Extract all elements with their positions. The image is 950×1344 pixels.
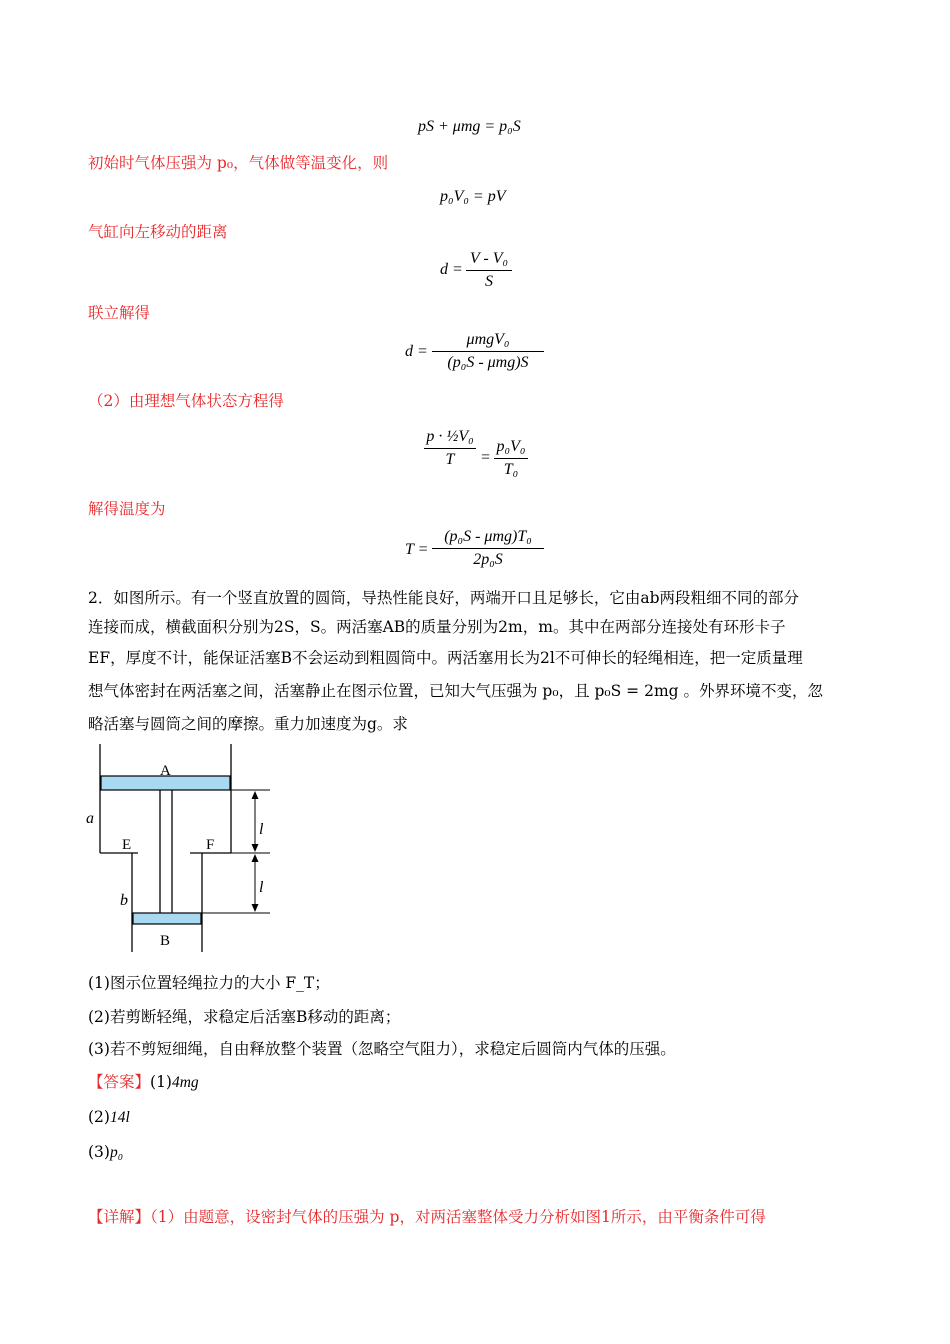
- problem2-line5: 略活塞与圆筒之间的摩擦。重力加速度为g。求: [88, 715, 408, 733]
- label-E: E: [122, 837, 132, 853]
- answer-1-prefix: (1): [150, 1073, 172, 1091]
- arrowhead-icon: [252, 904, 259, 912]
- answer-3-prefix: (3): [88, 1143, 110, 1161]
- fraction-state-left: [424, 428, 476, 469]
- label-l-top: l: [259, 821, 264, 838]
- problem2-line4: 想气体密封在两活塞之间，活塞静止在图示位置，已知大气压强为 p₀，且 p₀S = 2mg 。外界环境不变，忽: [88, 682, 823, 700]
- text-move-distance: 气缸向左移动的距离: [88, 223, 228, 241]
- cylinder-figure: [80, 742, 280, 958]
- label-A: A: [160, 763, 171, 779]
- answer-tag: 【答案】: [88, 1073, 151, 1091]
- equals-sign: =: [480, 449, 491, 466]
- detail-row: [88, 1207, 766, 1227]
- fraction-d-result: [432, 331, 544, 372]
- text-temperature-result: 解得温度为: [88, 500, 166, 518]
- equation-d-lhs: d =: [440, 261, 463, 278]
- answer-2-prefix: (2): [88, 1108, 110, 1126]
- arrowhead-icon: [252, 791, 259, 799]
- fraction-numerator: V - V₀: [469, 250, 509, 267]
- fraction-state-right: [494, 438, 528, 479]
- detail-text: （1）由题意，设密封气体的压强为 p，对两活塞整体受力分析如图1所示，由平衡条件可得: [150, 1208, 766, 1226]
- equation-T-lhs: T =: [405, 541, 429, 558]
- question-2: (2)若剪断轻绳，求稳定后活塞B移动的距离；: [88, 1008, 401, 1026]
- problem2-line3: EF，厚度不计，能保证活塞B不会运动到粗圆筒中。两活塞用长为2l不可伸长的轻绳相连，把一定质量理: [88, 649, 803, 667]
- fraction-denominator: S: [485, 273, 493, 290]
- label-B: B: [160, 933, 171, 949]
- fraction-numerator: (p₀S - μmg)T₀: [444, 528, 532, 545]
- label-l-bottom: l: [259, 879, 264, 896]
- arrowhead-icon: [252, 844, 259, 852]
- question-1: (1)图示位置轻绳拉力的大小 F_T；: [88, 974, 330, 992]
- question-3: (3)若不剪短细绳，自由释放整个装置（忽略空气阻力），求稳定后圆筒内气体的压强。: [88, 1040, 676, 1058]
- answer-1-value: 4mg: [171, 1074, 199, 1091]
- answer-2-value: 14l: [109, 1109, 130, 1126]
- fraction-T-result: [432, 528, 544, 569]
- answer-row-3: [88, 1142, 123, 1163]
- answer-row-2: [88, 1107, 130, 1128]
- equation-d2-lhs: d =: [405, 343, 428, 360]
- fraction-d-volume: [466, 250, 512, 291]
- fraction-denominator: 2p₀S: [473, 551, 503, 568]
- text-combine-solve: 联立解得: [88, 304, 151, 322]
- fraction-numerator: p · ½V₀: [426, 428, 474, 445]
- fraction-numerator: μmgV₀: [466, 331, 510, 348]
- fraction-numerator: p₀V₀: [496, 438, 526, 455]
- problem2-line1: 2．如图所示。有一个竖直放置的圆筒，导热性能良好，两端开口且足够长，它由ab两段粗细不同的部分: [88, 589, 800, 607]
- fraction-denominator: (p₀S - μmg)S: [447, 354, 529, 371]
- answer-row-1: [88, 1072, 199, 1093]
- problem2-line2: 连接而成，横截面积分别为2S，S。两活塞AB的质量分别为2m，m。其中在两部分连接处有环形卡子: [88, 618, 786, 636]
- label-a: a: [86, 810, 94, 827]
- detail-tag: 【详解】: [88, 1208, 151, 1226]
- text-initial-pressure: 初始时气体压强为 p₀，气体做等温变化，则: [88, 154, 389, 172]
- label-F: F: [206, 837, 215, 853]
- fraction-denominator: T: [445, 451, 455, 468]
- label-b: b: [120, 892, 128, 909]
- arrowhead-icon: [252, 854, 259, 862]
- answer-3-value: p₀: [109, 1144, 124, 1161]
- equation-isothermal: p₀V₀ = pV: [440, 188, 506, 205]
- text-part2-heading: （2）由理想气体状态方程得: [88, 392, 284, 410]
- equation-force-balance: pS + μmg = p₀S: [418, 118, 521, 135]
- fraction-denominator: T₀: [503, 461, 519, 478]
- piston-B: [133, 913, 201, 924]
